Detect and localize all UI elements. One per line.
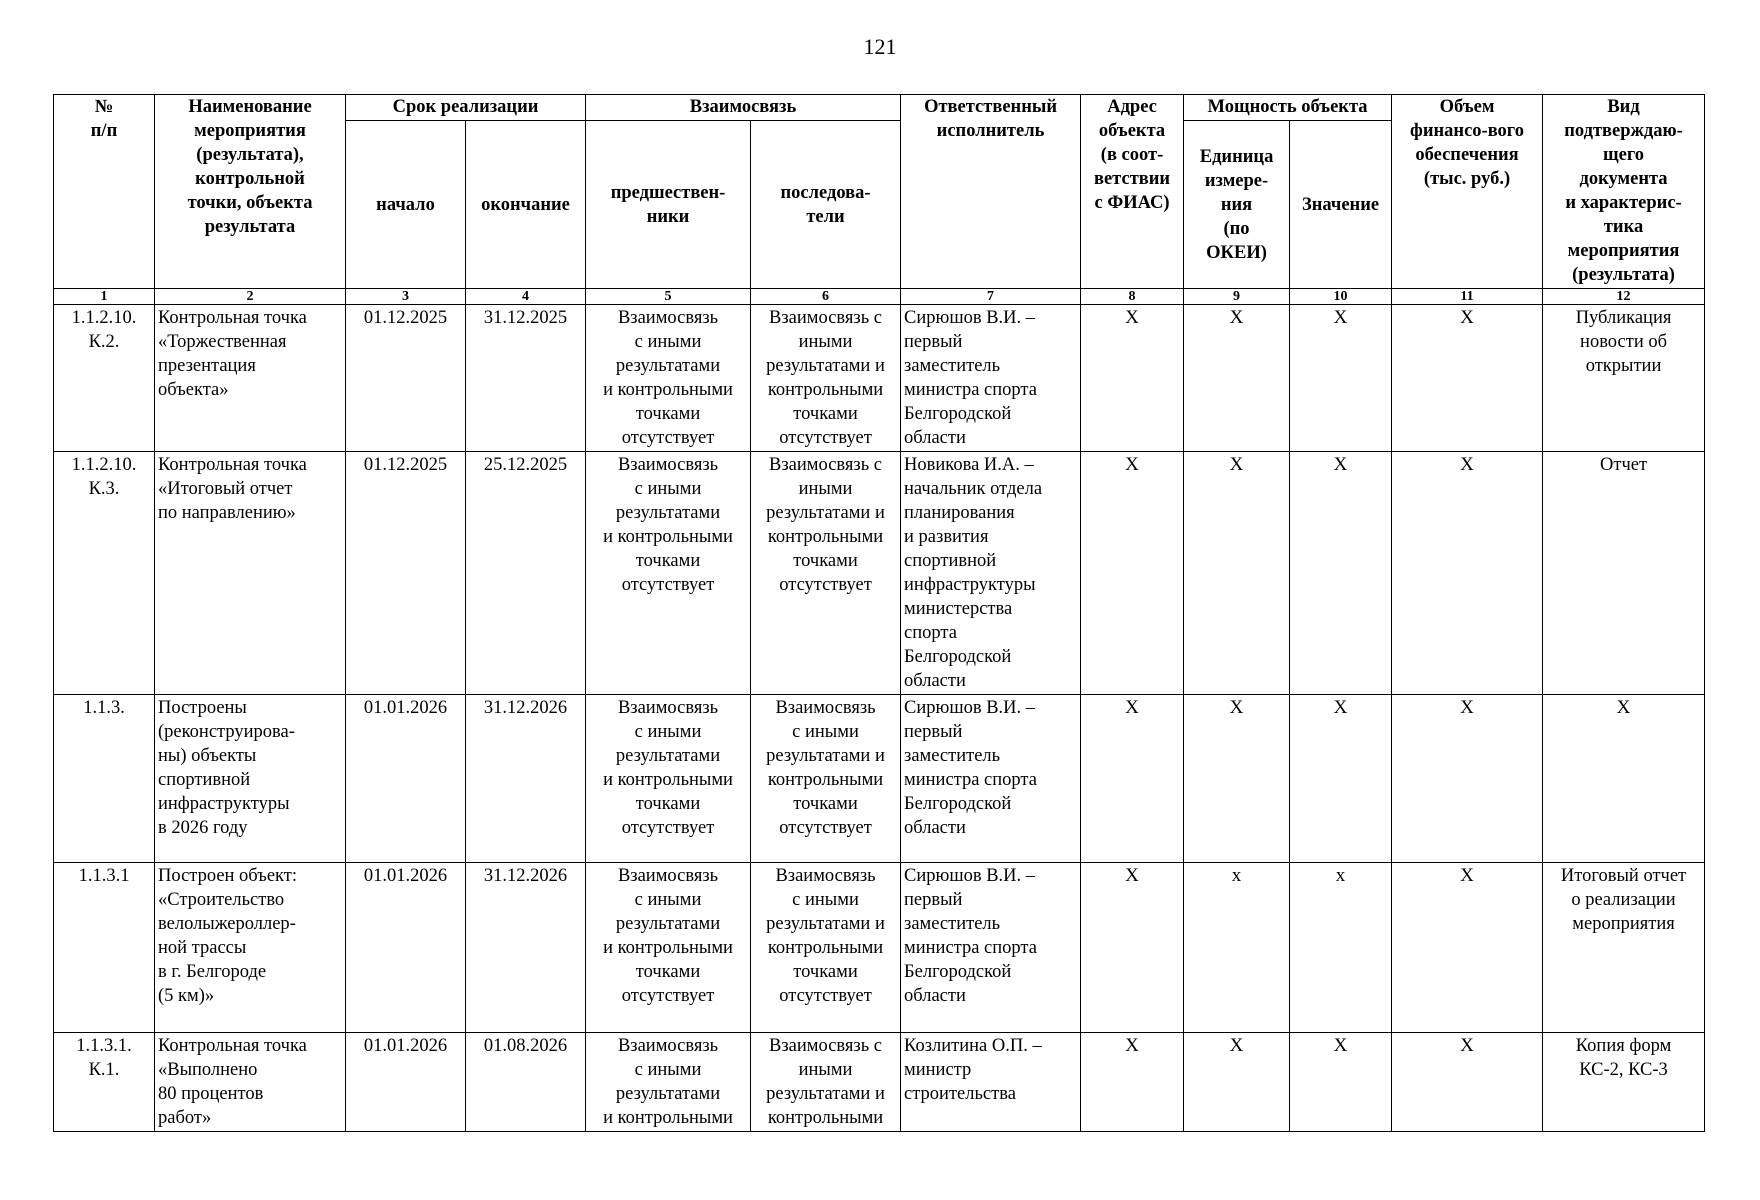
column-numbers-row	[54, 289, 1705, 305]
cell-start: 01.12.2025	[346, 452, 466, 695]
cell-predecessors: Взаимосвязь с иными результатами и контрольными точками отсутствует	[586, 695, 751, 863]
cell-address: Х	[1081, 863, 1184, 1033]
table-row	[54, 1033, 1705, 1132]
cell-name: Построены (реконструирова- ны) объекты спортивной инфраструктуры в 2026 году	[155, 695, 346, 863]
header-capacity-group: Мощность объекта	[1184, 95, 1392, 121]
cell-predecessors: Взаимосвязь с иными результатами и контрольными точками отсутствует	[586, 863, 751, 1033]
column-number: 10	[1290, 289, 1392, 305]
cell-start: 01.01.2026	[346, 695, 466, 863]
column-number: 4	[466, 289, 586, 305]
cell-num: 1.1.3.1	[54, 863, 155, 1033]
header-num: № п/п	[54, 95, 155, 289]
cell-num: 1.1.3.1. К.1.	[54, 1033, 155, 1132]
cell-name: Контрольная точка «Торжественная презентация объекта»	[155, 305, 346, 452]
cell-name: Контрольная точка «Итоговый отчет по направлению»	[155, 452, 346, 695]
column-number: 1	[54, 289, 155, 305]
header-address: Адрес объекта (в соот- ветствии с ФИАС)	[1081, 95, 1184, 289]
header-responsible: Ответственный исполнитель	[901, 95, 1081, 289]
cell-name: Построен объект: «Строительство велолыжероллер- ной трассы в г. Белгороде (5 км)»	[155, 863, 346, 1033]
header-finance: Объем финансо-вого обеспечения (тыс. руб.)	[1392, 95, 1543, 289]
table-row	[54, 695, 1705, 863]
cell-address: Х	[1081, 695, 1184, 863]
cell-responsible: Сирюшов В.И. – первый заместитель министра спорта Белгородской области	[901, 863, 1081, 1033]
cell-end: 31.12.2025	[466, 305, 586, 452]
header-value: Значение	[1290, 121, 1392, 289]
cell-end: 25.12.2025	[466, 452, 586, 695]
column-number: 9	[1184, 289, 1290, 305]
cell-successors: Взаимосвязь с иными результатами и контрольными точками отсутствует	[751, 305, 901, 452]
cell-responsible: Козлитина О.П. – министр строительства	[901, 1033, 1081, 1132]
cell-value: Х	[1290, 1033, 1392, 1132]
column-number: 12	[1543, 289, 1705, 305]
cell-finance: Х	[1392, 452, 1543, 695]
cell-value: х	[1290, 863, 1392, 1033]
cell-doc-type: Х	[1543, 695, 1705, 863]
plan-table	[53, 94, 1705, 1132]
header-name: Наименование мероприятия (результата), контрольной точки, объекта результата	[155, 95, 346, 289]
cell-start: 01.12.2025	[346, 305, 466, 452]
column-number: 8	[1081, 289, 1184, 305]
table-row	[54, 863, 1705, 1033]
cell-predecessors: Взаимосвязь с иными результатами и контрольными	[586, 1033, 751, 1132]
cell-doc-type: Отчет	[1543, 452, 1705, 695]
page-number: 121	[863, 34, 897, 59]
cell-address: Х	[1081, 452, 1184, 695]
cell-doc-type: Итоговый отчет о реализации мероприятия	[1543, 863, 1705, 1033]
cell-doc-type: Копия форм КС-2, КС-3	[1543, 1033, 1705, 1132]
header-row-top	[54, 95, 1705, 121]
cell-unit: Х	[1184, 452, 1290, 695]
cell-num: 1.1.3.	[54, 695, 155, 863]
cell-num: 1.1.2.10. К.2.	[54, 305, 155, 452]
cell-finance: Х	[1392, 863, 1543, 1033]
cell-unit: Х	[1184, 695, 1290, 863]
cell-end: 01.08.2026	[466, 1033, 586, 1132]
column-number: 5	[586, 289, 751, 305]
cell-unit: Х	[1184, 1033, 1290, 1132]
column-number: 11	[1392, 289, 1543, 305]
cell-successors: Взаимосвязь с иными результатами и контрольными точками отсутствует	[751, 695, 901, 863]
header-start: начало	[346, 121, 466, 289]
column-number: 7	[901, 289, 1081, 305]
cell-successors: Взаимосвязь с иными результатами и контрольными точками отсутствует	[751, 452, 901, 695]
column-number: 3	[346, 289, 466, 305]
cell-address: Х	[1081, 1033, 1184, 1132]
header-successors: последова- тели	[751, 121, 901, 289]
cell-num: 1.1.2.10. К.3.	[54, 452, 155, 695]
header-end: окончание	[466, 121, 586, 289]
cell-finance: Х	[1392, 1033, 1543, 1132]
cell-address: Х	[1081, 305, 1184, 452]
cell-responsible: Новикова И.А. – начальник отдела планирования и развития спортивной инфраструктуры министерства спорта Белгородской области	[901, 452, 1081, 695]
cell-successors: Взаимосвязь с иными результатами и контрольными	[751, 1033, 901, 1132]
table-row	[54, 452, 1705, 695]
cell-unit: Х	[1184, 305, 1290, 452]
cell-predecessors: Взаимосвязь с иными результатами и контрольными точками отсутствует	[586, 305, 751, 452]
header-unit: Единица измере- ния (по ОКЕИ)	[1184, 121, 1290, 289]
cell-end: 31.12.2026	[466, 863, 586, 1033]
cell-start: 01.01.2026	[346, 863, 466, 1033]
cell-value: Х	[1290, 305, 1392, 452]
cell-value: Х	[1290, 695, 1392, 863]
header-link-group: Взаимосвязь	[586, 95, 901, 121]
cell-finance: Х	[1392, 695, 1543, 863]
cell-name: Контрольная точка «Выполнено 80 процентов работ»	[155, 1033, 346, 1132]
header-period-group: Срок реализации	[346, 95, 586, 121]
cell-predecessors: Взаимосвязь с иными результатами и контрольными точками отсутствует	[586, 452, 751, 695]
header-doc-type: Вид подтверждаю- щего документа и характерис- тика мероприятия (результата)	[1543, 95, 1705, 289]
header-predecessors: предшествен- ники	[586, 121, 751, 289]
cell-finance: Х	[1392, 305, 1543, 452]
cell-successors: Взаимосвязь с иными результатами и контрольными точками отсутствует	[751, 863, 901, 1033]
cell-responsible: Сирюшов В.И. – первый заместитель министра спорта Белгородской области	[901, 305, 1081, 452]
cell-responsible: Сирюшов В.И. – первый заместитель министра спорта Белгородской области	[901, 695, 1081, 863]
column-number: 6	[751, 289, 901, 305]
cell-doc-type: Публикация новости об открытии	[1543, 305, 1705, 452]
cell-start: 01.01.2026	[346, 1033, 466, 1132]
table-row	[54, 305, 1705, 452]
cell-value: Х	[1290, 452, 1392, 695]
cell-unit: х	[1184, 863, 1290, 1033]
cell-end: 31.12.2026	[466, 695, 586, 863]
column-number: 2	[155, 289, 346, 305]
